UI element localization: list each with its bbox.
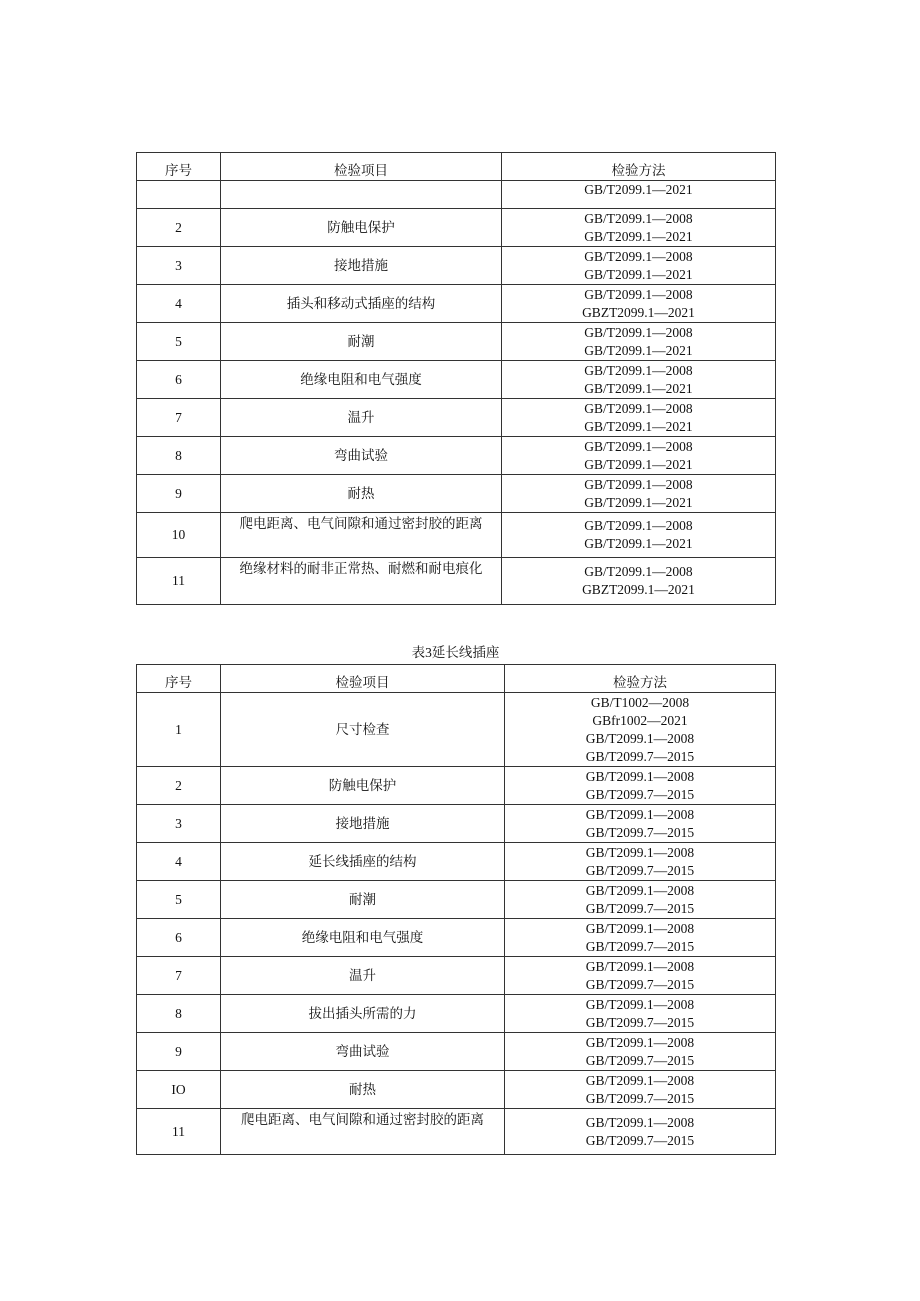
table-row — [137, 181, 776, 209]
table-row — [137, 957, 776, 995]
method-line: GB/T2099.1—2008 — [584, 400, 693, 416]
row-no: 7 — [137, 957, 221, 995]
table-row — [137, 843, 776, 881]
row-method — [502, 285, 776, 323]
row-method — [502, 558, 776, 605]
method-line: GB/T2099.7—2015 — [585, 1132, 695, 1148]
row-item: 温升 — [221, 957, 505, 995]
row-item: 耐热 — [221, 1071, 505, 1109]
row-item: 防触电保护 — [221, 767, 505, 805]
method-line: GB/T2099.7—2015 — [585, 1090, 695, 1106]
row-item: 绝缘电阻和电气强度 — [221, 919, 505, 957]
row-no: 4 — [137, 843, 221, 881]
table-row — [137, 1071, 776, 1109]
method-line: GB/T2099.1—2008 — [585, 844, 695, 860]
method-line: GB/T2099.1—2008 — [584, 518, 693, 533]
method-line: GB/T2099.7—2015 — [585, 786, 695, 802]
method-line: GB/T2099.1—2008 — [584, 438, 693, 454]
row-no: 6 — [137, 919, 221, 957]
row-method — [505, 919, 776, 957]
row-method — [505, 843, 776, 881]
row-method — [505, 881, 776, 919]
row-method — [502, 513, 776, 558]
method-line: GB/T2099.7—2015 — [585, 938, 695, 954]
method-line: GB/T2099.1—2021 — [584, 380, 693, 396]
inspection-table-1 — [136, 152, 776, 605]
method-line: GB/T2099.7—2015 — [585, 976, 695, 992]
method-line: GB/T2099.1—2008 — [585, 882, 695, 898]
row-no: 11 — [137, 558, 221, 605]
row-item: 弯曲试验 — [221, 1033, 505, 1071]
table-header-row — [137, 153, 776, 181]
row-method — [502, 475, 776, 513]
row-method — [502, 399, 776, 437]
method-line: GB/T2099.1—2008 — [584, 362, 693, 378]
table-row — [137, 475, 776, 513]
method-line: GBZT2099.1—2021 — [582, 304, 695, 320]
row-no: 11 — [137, 1109, 221, 1155]
row-item: 接地措施 — [221, 247, 502, 285]
row-item: 绝缘电阻和电气强度 — [221, 361, 502, 399]
row-method — [505, 1071, 776, 1109]
table-row — [137, 805, 776, 843]
table-row — [137, 1033, 776, 1071]
row-item: 弯曲试验 — [221, 437, 502, 475]
method-line: GB/T2099.1—2008 — [585, 958, 695, 974]
method-line: GB/T2099.1—2008 — [584, 248, 693, 264]
header-item: 检验项目 — [221, 153, 502, 181]
row-no: 3 — [137, 247, 221, 285]
row-no — [137, 181, 221, 209]
method-line: GB/T2099.1—2021 — [584, 536, 693, 551]
method-line: GB/T2099.1—2021 — [584, 228, 693, 244]
row-item: 绝缘材料的耐非正常热、耐燃和耐电痕化 — [221, 558, 502, 605]
method-line: GB/T2099.1—2008 — [584, 324, 693, 340]
method-line: GBZT2099.1—2021 — [582, 582, 695, 597]
method-line: GB/T2099.1—2021 — [584, 182, 693, 197]
method-line: GB/T2099.1—2008 — [585, 1034, 695, 1050]
row-method — [502, 323, 776, 361]
row-method — [505, 767, 776, 805]
method-line: GB/T2099.1—2008 — [585, 996, 695, 1012]
method-line: GB/T2099.7—2015 — [585, 1014, 695, 1030]
row-no: 4 — [137, 285, 221, 323]
method-line: GB/T2099.1—2008 — [585, 768, 695, 784]
method-line: GB/T2099.1—2021 — [584, 456, 693, 472]
method-line: GB/T2099.1—2008 — [585, 806, 695, 822]
table-row — [137, 693, 776, 767]
row-method — [502, 437, 776, 475]
table-row — [137, 1109, 776, 1155]
row-method — [502, 361, 776, 399]
row-no: 5 — [137, 881, 221, 919]
method-line: GB/T2099.7—2015 — [585, 824, 695, 840]
table-row — [137, 881, 776, 919]
table-row — [137, 558, 776, 605]
method-line: GB/T2099.1—2021 — [584, 342, 693, 358]
row-method — [502, 209, 776, 247]
method-line: GB/T2099.1—2008 — [584, 210, 693, 226]
row-no: 8 — [137, 437, 221, 475]
table-row — [137, 285, 776, 323]
row-item — [221, 181, 502, 209]
table-row — [137, 247, 776, 285]
row-no: 9 — [137, 475, 221, 513]
header-method: 检验方法 — [502, 153, 776, 181]
row-method — [505, 1109, 776, 1155]
table-row — [137, 919, 776, 957]
row-no: 1 — [137, 693, 221, 767]
row-method — [505, 693, 776, 767]
row-no: 3 — [137, 805, 221, 843]
row-item: 温升 — [221, 399, 502, 437]
method-line: GB/T2099.1—2021 — [584, 494, 693, 510]
row-no: 7 — [137, 399, 221, 437]
row-no: IO — [137, 1071, 221, 1109]
row-item: 尺寸检查 — [221, 693, 505, 767]
row-method — [505, 1033, 776, 1071]
table-row — [137, 767, 776, 805]
row-method — [505, 805, 776, 843]
method-line: GB/T2099.1—2008 — [585, 730, 695, 746]
row-method — [502, 247, 776, 285]
method-line: GB/T2099.7—2015 — [585, 748, 695, 764]
row-no: 10 — [137, 513, 221, 558]
table-row — [137, 995, 776, 1033]
method-line: GB/T2099.1—2008 — [585, 1072, 695, 1088]
row-method — [502, 181, 776, 209]
method-line: GB/T2099.1—2021 — [584, 418, 693, 434]
method-line: GB/T2099.1—2021 — [584, 266, 693, 282]
row-item: 耐潮 — [221, 323, 502, 361]
header-no: 序号 — [137, 665, 221, 693]
table-row — [137, 513, 776, 558]
method-line: GB/T2099.1—2008 — [584, 286, 693, 302]
row-no: 5 — [137, 323, 221, 361]
table-row — [137, 323, 776, 361]
method-line: GB/T2099.7—2015 — [585, 900, 695, 916]
method-line: GBfr1002—2021 — [592, 712, 688, 728]
row-item: 防触电保护 — [221, 209, 502, 247]
method-line: GB/T2099.1—2008 — [584, 564, 693, 579]
table-row — [137, 399, 776, 437]
row-method — [505, 957, 776, 995]
header-method: 检验方法 — [505, 665, 776, 693]
row-item: 插头和移动式插座的结构 — [221, 285, 502, 323]
header-no: 序号 — [137, 153, 221, 181]
method-line: GB/T2099.7—2015 — [585, 1052, 695, 1068]
row-item: 爬电距离、电气间隙和通过密封胶的距离 — [221, 1109, 505, 1155]
method-line: GB/T2099.7—2015 — [585, 862, 695, 878]
row-no: 6 — [137, 361, 221, 399]
method-line: GB/T2099.1—2008 — [585, 920, 695, 936]
method-line: GB/T1002—2008 — [590, 694, 690, 710]
row-method — [505, 995, 776, 1033]
table-caption: 表3延长线插座 — [411, 645, 500, 660]
row-item: 拔出插头所需的力 — [221, 995, 505, 1033]
method-line: GB/T2099.1—2008 — [585, 1114, 695, 1130]
row-no: 9 — [137, 1033, 221, 1071]
row-item: 接地措施 — [221, 805, 505, 843]
row-no: 8 — [137, 995, 221, 1033]
row-item: 爬电距离、电气间隙和通过密封胶的距离 — [221, 513, 502, 558]
table-header-row — [137, 665, 776, 693]
row-item: 耐热 — [221, 475, 502, 513]
row-no: 2 — [137, 767, 221, 805]
row-item: 耐潮 — [221, 881, 505, 919]
inspection-table-2 — [136, 664, 776, 1155]
method-line: GB/T2099.1—2008 — [584, 476, 693, 492]
table-row — [137, 437, 776, 475]
row-no: 2 — [137, 209, 221, 247]
row-item: 延长线插座的结构 — [221, 843, 505, 881]
table-row — [137, 209, 776, 247]
table-row — [137, 361, 776, 399]
header-item: 检验项目 — [221, 665, 505, 693]
